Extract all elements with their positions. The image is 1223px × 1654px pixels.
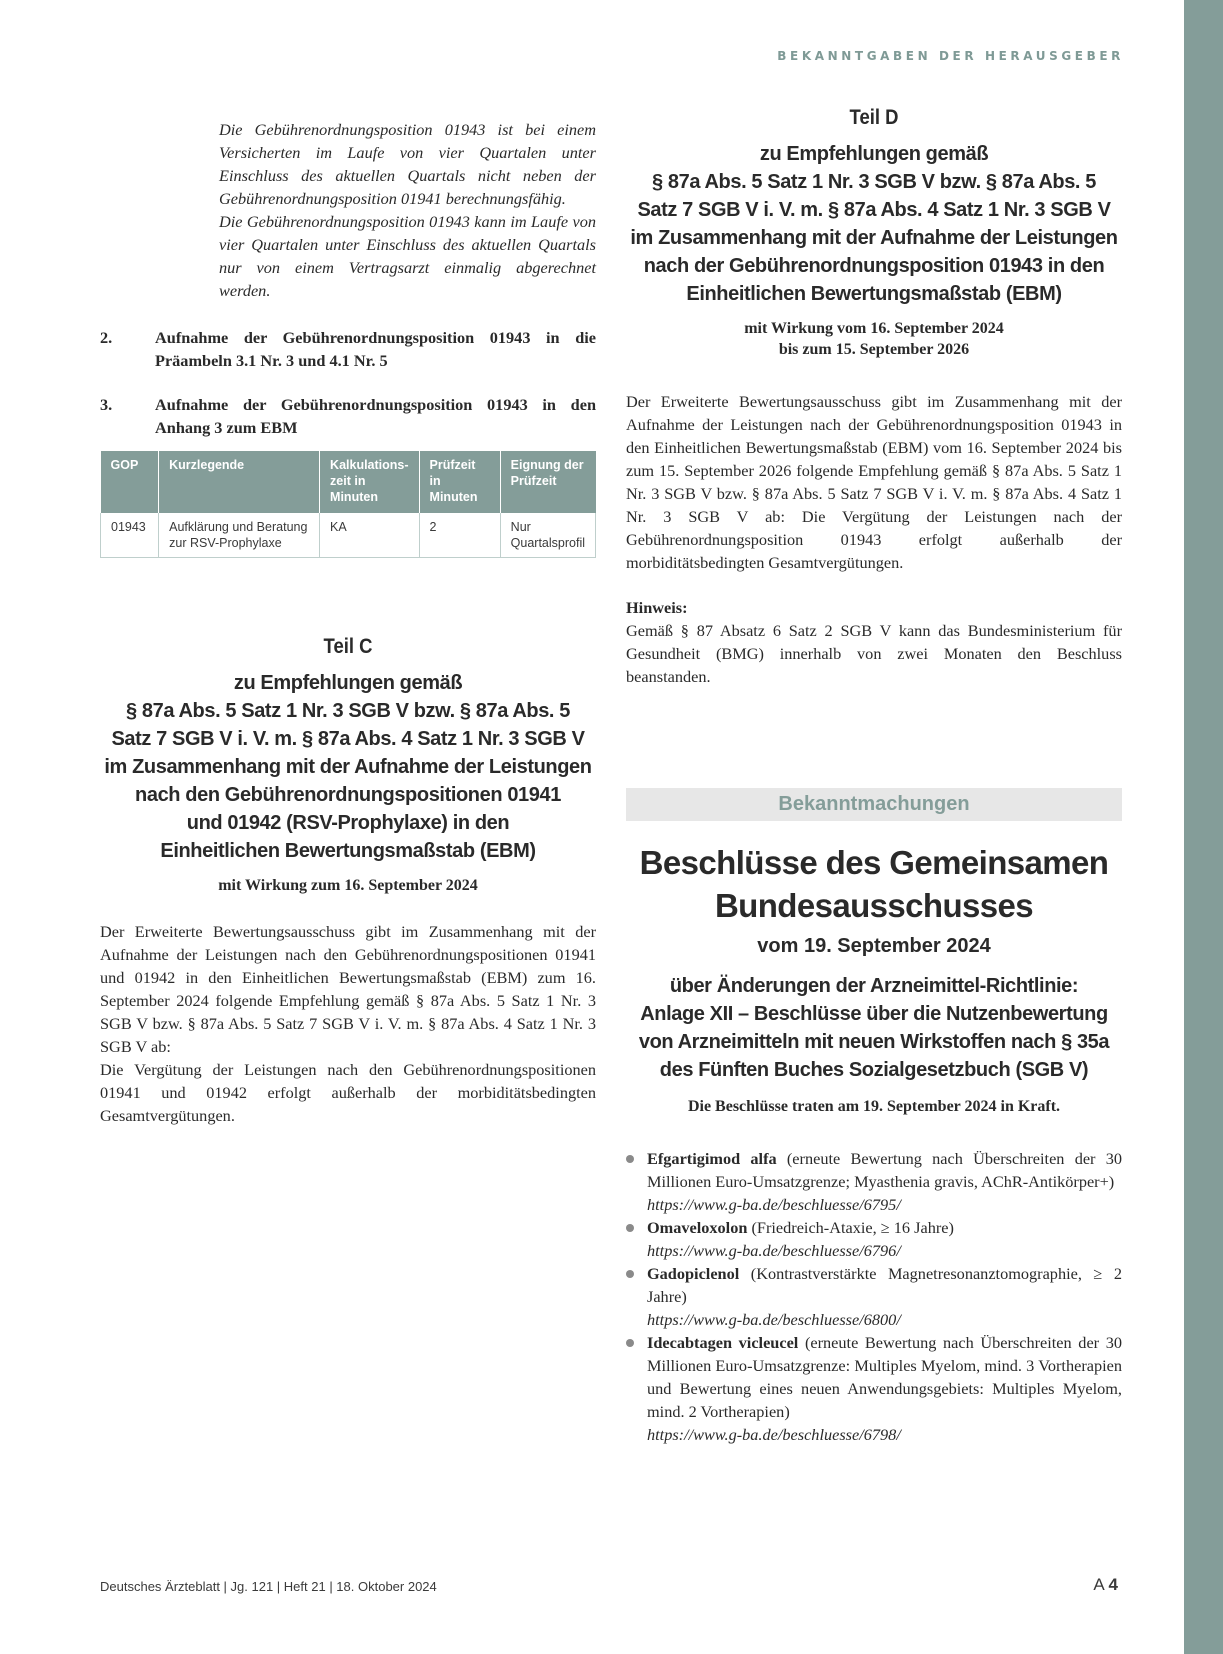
teil-d-body: Der Erweiterte Bewertungsausschuss gibt im Zusammenhang mit der Aufnahme der Leistungen nach der Gebührenordnungsposition 01943 in den Einheitlichen Bewertungsmaßstab (EBM) vom 16. September 2024 bis zum 15. September 2026 folgende Empfehlung gemäß § 87a Abs. 5 Satz 1 Nr. 3 SGB V bzw. § 87a Abs. 5 Satz 7 SGB V i. V. m. § 87a Abs. 4 Satz 1 Nr. 3 SGB V ab: Die Vergütung der Leistungen nach der Gebührenordnungsposition 01943 erfolgt außerhalb der morbiditätsbedingten Gesamtvergütungen.: [626, 392, 1122, 572]
item-number: 3.: [100, 395, 113, 414]
item-text: Aufnahme der Gebührenordnungsposition 01943 in den Anhang 3 zum EBM: [155, 395, 596, 437]
table-header-cell: GOP: [101, 451, 159, 513]
subtitle-line: und 01942 (RSV-Prophylaxe) in den: [186, 812, 510, 834]
table-cell: Nur Quartalsprofil: [500, 513, 595, 558]
drug-name: Omaveloxolon: [647, 1218, 748, 1237]
table-cell: 01943: [101, 513, 159, 558]
hinweis-block: [626, 596, 1122, 688]
teil-c-section: [100, 635, 596, 1127]
drug-detail: (erneute Bewertung nach Überschreiten der 30 Millionen Euro-Umsatzgrenze; Myasthenia gravis, AChR-Antikörper+): [647, 1149, 1123, 1191]
drug-name: Gadopiclenol: [647, 1264, 740, 1283]
decision-link[interactable]: https://www.g-ba.de/beschluesse/6796/: [647, 1241, 901, 1260]
subtitle-line: Einheitlichen Bewertungsmaßstab (EBM): [686, 283, 1062, 305]
page-number-value: 4: [1108, 1575, 1118, 1594]
subtitle-line: § 87a Abs. 5 Satz 1 Nr. 3 SGB V bzw. § 87a Abs. 5: [652, 171, 1096, 193]
decision-link[interactable]: https://www.g-ba.de/beschluesse/6795/: [647, 1195, 901, 1214]
left-column: [100, 118, 596, 1127]
hinweis-label: Hinweis:: [626, 598, 688, 617]
subtitle-line: im Zusammenhang mit der Aufnahme der Leistungen: [630, 227, 1118, 249]
table-cell: Aufklärung und Beratung zur RSV-Prophylaxe: [159, 513, 320, 558]
list-item: [626, 1331, 1122, 1446]
table-header-cell: Eignung der Prüfzeit: [500, 451, 595, 513]
table-cell: 2: [419, 513, 500, 558]
bullet-icon: [626, 1224, 634, 1232]
decision-link[interactable]: https://www.g-ba.de/beschluesse/6798/: [647, 1425, 901, 1444]
right-column: [626, 106, 1122, 1446]
subtitle-line: zu Empfehlungen gemäß: [759, 143, 989, 165]
subtitle-line: Satz 7 SGB V i. V. m. § 87a Abs. 4 Satz 1 Nr. 3 SGB V: [111, 728, 585, 750]
list-item: [626, 1216, 1122, 1262]
table-header-cell: Prüfzeit in Minuten: [419, 451, 500, 513]
subtitle-line: Einheitlichen Bewertungsmaßstab (EBM): [160, 840, 536, 862]
hinweis-text: Gemäß § 87 Absatz 6 Satz 2 SGB V kann das Bundesministerium für Gesundheit (BMG) innerhalb von zwei Monaten den Beschluss beanstanden.: [626, 621, 1122, 686]
list-item: [626, 1147, 1122, 1216]
gop-table: [100, 451, 596, 558]
decision-list: [626, 1147, 1122, 1446]
title-line: Bundesausschusses: [714, 887, 1034, 924]
teil-c-effect: mit Wirkung zum 16. September 2024: [218, 877, 478, 894]
teil-d-title: Teil D: [849, 106, 899, 129]
bullet-icon: [626, 1270, 634, 1278]
drug-detail: (Friedreich-Ataxie, ≥ 16 Jahre): [751, 1218, 954, 1237]
teil-c-body-2: Die Vergütung der Leistungen nach den Gebührenordnungspositionen 01941 und 01942 erfolgt außerhalb der morbiditätsbedingten Gesamtvergütungen.: [100, 1060, 596, 1125]
effect-line: bis zum 15. September 2026: [778, 341, 970, 358]
title-line: Beschlüsse des Gemeinsamen: [639, 844, 1109, 881]
table-header-cell: Kurzlegende: [159, 451, 320, 513]
subtitle-line: des Fünften Buches Sozialgesetzbuch (SGB V): [659, 1059, 1089, 1081]
section-tag: BEKANNTGABEN DER HERAUSGEBER: [777, 49, 1124, 63]
numbered-item: [100, 326, 596, 372]
decision-link[interactable]: https://www.g-ba.de/beschluesse/6800/: [647, 1310, 901, 1329]
subtitle-line: zu Empfehlungen gemäß: [233, 672, 463, 694]
subtitle-line: Anlage XII – Beschlüsse über die Nutzenbewertung: [640, 1003, 1108, 1025]
subtitle-line: über Änderungen der Arzneimittel-Richtlinie:: [669, 975, 1079, 997]
page-prefix: A: [1093, 1575, 1104, 1594]
effect-line: mit Wirkung vom 16. September 2024: [744, 320, 1004, 337]
footer-citation: Deutsches Ärzteblatt | Jg. 121 | Heft 21 | 18. Oktober 2024: [100, 1579, 437, 1594]
subtitle-line: Satz 7 SGB V i. V. m. § 87a Abs. 4 Satz 1 Nr. 3 SGB V: [637, 199, 1111, 221]
italic-note: [219, 118, 596, 302]
bullet-icon: [626, 1339, 634, 1347]
subtitle-line: § 87a Abs. 5 Satz 1 Nr. 3 SGB V bzw. § 87a Abs. 5: [126, 700, 570, 722]
drug-name: Idecabtagen vicleucel: [647, 1333, 799, 1352]
side-color-bar: [1184, 0, 1223, 1654]
teil-c-body: Der Erweiterte Bewertungsausschuss gibt im Zusammenhang mit der Aufnahme der Leistungen nach den Gebührenordnungspositionen 01941 und 01942 in den Einheitlichen Bewertungsmaßstab (EBM) zum 16. September 2024 folgende Empfehlung gemäß § 87a Abs. 5 Satz 1 Nr. 3 SGB V bzw. § 87a Abs. 5 Satz 7 SGB V i. V. m. § 87a Abs. 4 Satz 1 Nr. 3 SGB V ab:: [100, 922, 596, 1056]
decision-effect: Die Beschlüsse traten am 19. September 2024 in Kraft.: [687, 1098, 1061, 1115]
teil-c-subtitle: [100, 669, 596, 865]
subtitle-line: im Zusammenhang mit der Aufnahme der Leistungen: [104, 756, 592, 778]
drug-detail: (erneute Bewertung nach Überschreiten der 30 Millionen Euro-Umsatzgrenze: Multiples Myelom, mind. 3 Vortherapien und Bewertung eines neuen Anwendungsgebiets: Multiples Myelom, mind. 2 Vortherapien): [647, 1333, 1123, 1421]
table-cell: KA: [320, 513, 420, 558]
list-item: [626, 1262, 1122, 1331]
teil-d-subtitle: [626, 140, 1122, 308]
item-number: 2.: [100, 328, 113, 347]
decision-subtitle: [626, 972, 1122, 1084]
subtitle-line: nach den Gebührenordnungspositionen 01941: [135, 784, 561, 806]
table-header-cell: Kalkulations-zeit in Minuten: [320, 451, 420, 513]
main-title: [626, 841, 1122, 927]
bekanntmachungen-band: Bekanntmachungen: [626, 788, 1122, 821]
teil-d-effect: [626, 318, 1122, 360]
drug-name: Efgartigimod alfa: [647, 1149, 777, 1168]
bullet-icon: [626, 1155, 634, 1163]
drug-detail: (Kontrastverstärkte Magnetresonanztomographie, ≥ 2 Jahre): [647, 1264, 1122, 1306]
subtitle-line: nach der Gebührenordnungsposition 01943 in den: [643, 255, 1105, 277]
table-header-row: [101, 451, 596, 513]
page-number: [1093, 1575, 1118, 1595]
item-text: Aufnahme der Gebührenordnungsposition 01943 in die Präambeln 3.1 Nr. 3 und 4.1 Nr. 5: [155, 328, 596, 370]
decision-date: vom 19. September 2024: [757, 935, 991, 957]
teil-c-title: Teil C: [323, 635, 373, 658]
subtitle-line: von Arzneimitteln mit neuen Wirkstoffen nach § 35a: [638, 1031, 1110, 1053]
numbered-item: [100, 393, 596, 439]
table-row: [101, 513, 596, 558]
italic-paragraph: Die Gebührenordnungsposition 01943 ist bei einem Versicherten im Laufe von vier Quartalen unter Einschluss des aktuellen Quartals nicht neben der Gebührenordnungsposition 01941 berechnungsfähig.: [219, 120, 596, 208]
italic-paragraph: Die Gebührenordnungsposition 01943 kann im Laufe von vier Quartalen unter Einschluss des aktuellen Quartals nur von einem Vertragsarzt einmalig abgerechnet werden.: [219, 212, 596, 300]
